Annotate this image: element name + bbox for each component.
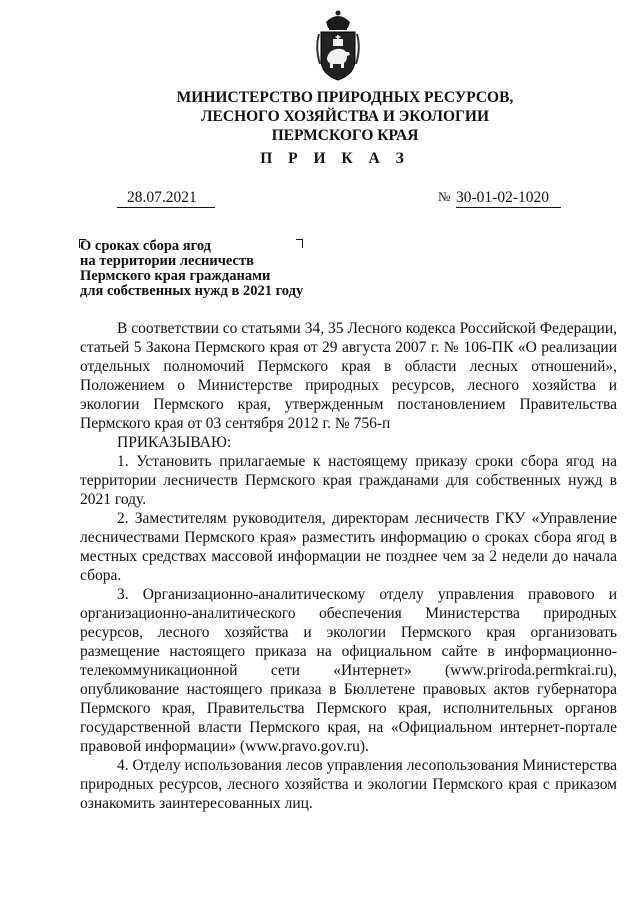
order-item: 2. Заместителям руководителя, директорам лесничеств ГКУ «Управление лесничествами Пермского края» разместить информацию о сроках сбора ягод в местных средствах массовой информации не позднее чем за 2 недели до начала сбора. (80, 510, 617, 584)
ministry-line: ЛЕСНОГО ХОЗЯЙСТВА И ЭКОЛОГИИ (200, 108, 490, 125)
subject-line: О сроках сбора ягод (80, 238, 212, 254)
subject-line: для собственных нужд в 2021 году (80, 283, 304, 299)
order-item: 1. Установить прилагаемые к настоящему приказу сроки сбора ягод на территории лесничеств Пермского края гражданами для собственных нужд в 2021 году. (80, 453, 617, 508)
order-item: 3. Организационно-аналитическому отделу управления правового и организационно-аналитического обеспечения Министерства природных ресурсов, лесного хозяйства и экологии Пермского края организовать размещение настоящего приказа на официальном сайте в информационно-телекоммуникационной сети «Интернет» (www.priroda.permkrai.ru), опубликование настоящего приказа в Бюллетене правовых актов губернатора Пермского края, Правительства Пермского края, исполнительных органов государственной власти Пермского края, на «Официальном интернет-портале правовой информации» (www.pravo.gov.ru). (80, 586, 617, 755)
ministry-name (150, 88, 540, 145)
order-word: ПРИКАЗЫВАЮ: (117, 434, 232, 451)
document-date: 28.07.2021 (117, 189, 215, 208)
ministry-line: ПЕРМСКОГО КРАЯ (271, 127, 419, 144)
order-item: 4. Отделу использования лесов управления лесопользования Министерства природных ресурсов, лесного хозяйства и экологии Пермского края с приказом ознакомить заинтересованных лиц. (80, 757, 617, 812)
document-subject (80, 239, 303, 299)
document-body (80, 319, 617, 813)
number-sign: № (438, 189, 451, 204)
subject-line: Пермского края гражданами (80, 268, 271, 284)
preamble-paragraph: В соответствии со статьями 34, 35 Лесного кодекса Российской Федерации, статьей 5 Закона Пермского края от 29 августа 2007 г. № 106-ПК «О реализации отдельных полномочий Пермского края в области лесных отношений», Положением о Министерстве природных ресурсов, лесного хозяйства и экологии Пермского края, утвержденным постановлением Правительства Пермского края от 03 сентября 2012 г. № 756-п (80, 320, 617, 432)
document-type: П Р И К А З (260, 150, 410, 167)
coat-of-arms-icon (313, 8, 363, 82)
ministry-line: МИНИСТЕРСТВО ПРИРОДНЫХ РЕСУРСОВ, (176, 89, 514, 106)
subject-line: на территории лесничеств (80, 253, 254, 269)
document-number: 30-01-02-1020 (456, 189, 561, 208)
